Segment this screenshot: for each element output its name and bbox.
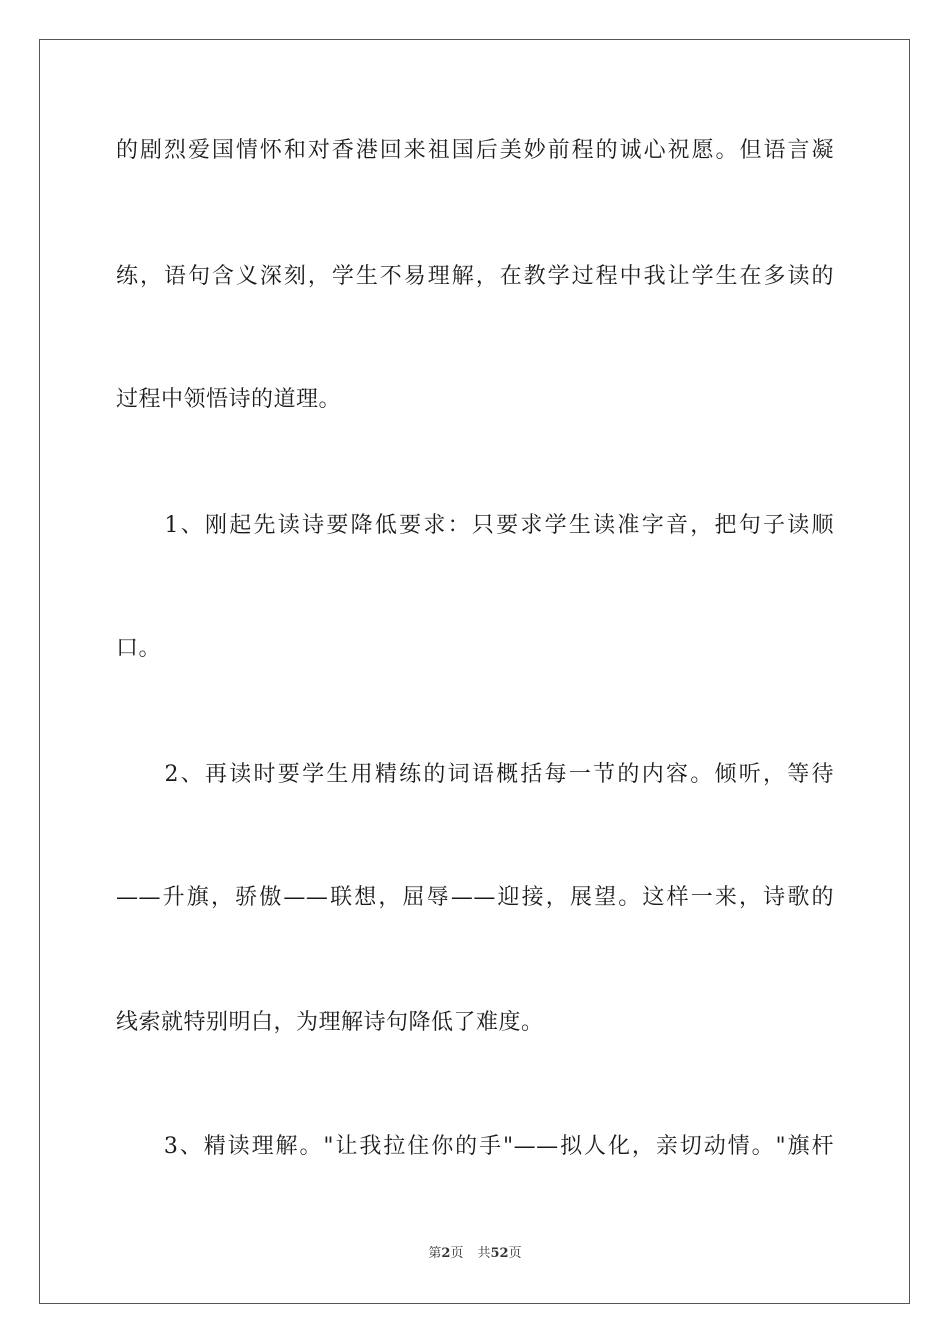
footer-page-prefix: 第 [428, 1246, 442, 1261]
text-line-8: 线索就特别明白，为理解诗句降低了难度。 [116, 1010, 544, 1035]
footer-total-prefix: 共 [477, 1246, 491, 1261]
footer-total-pages: 52 [490, 1246, 509, 1261]
text-line-7: ——升旗，骄傲——联想，屈辱——迎接，展望。这样一来，诗歌的 [116, 885, 834, 910]
text-line-3: 过程中领悟诗的道理。 [116, 387, 342, 412]
text-line-4: 1、刚起先读诗要降低要求：只要求学生读准字音，把句子读顺 [116, 513, 834, 538]
text-line-6: 2、再读时要学生用精练的词语概括每一节的内容。倾听，等待 [116, 762, 834, 787]
page-border [39, 39, 910, 1304]
text-line-5: 口。 [116, 636, 162, 661]
footer-total-suffix: 页 [508, 1246, 522, 1261]
footer-page-number: 2 [441, 1246, 451, 1261]
text-line-9: 3、精读理解。"让我拉住你的手"——拟人化，亲切动情。"旗杆 [116, 1134, 834, 1159]
page-footer [0, 1245, 950, 1263]
text-line-2: 练，语句含义深刻，学生不易理解，在教学过程中我让学生在多读的 [116, 264, 834, 289]
text-line-1: 的剧烈爱国情怀和对香港回来祖国后美妙前程的诚心祝愿。但语言凝 [116, 138, 834, 163]
footer-page-suffix: 页 [450, 1246, 464, 1261]
